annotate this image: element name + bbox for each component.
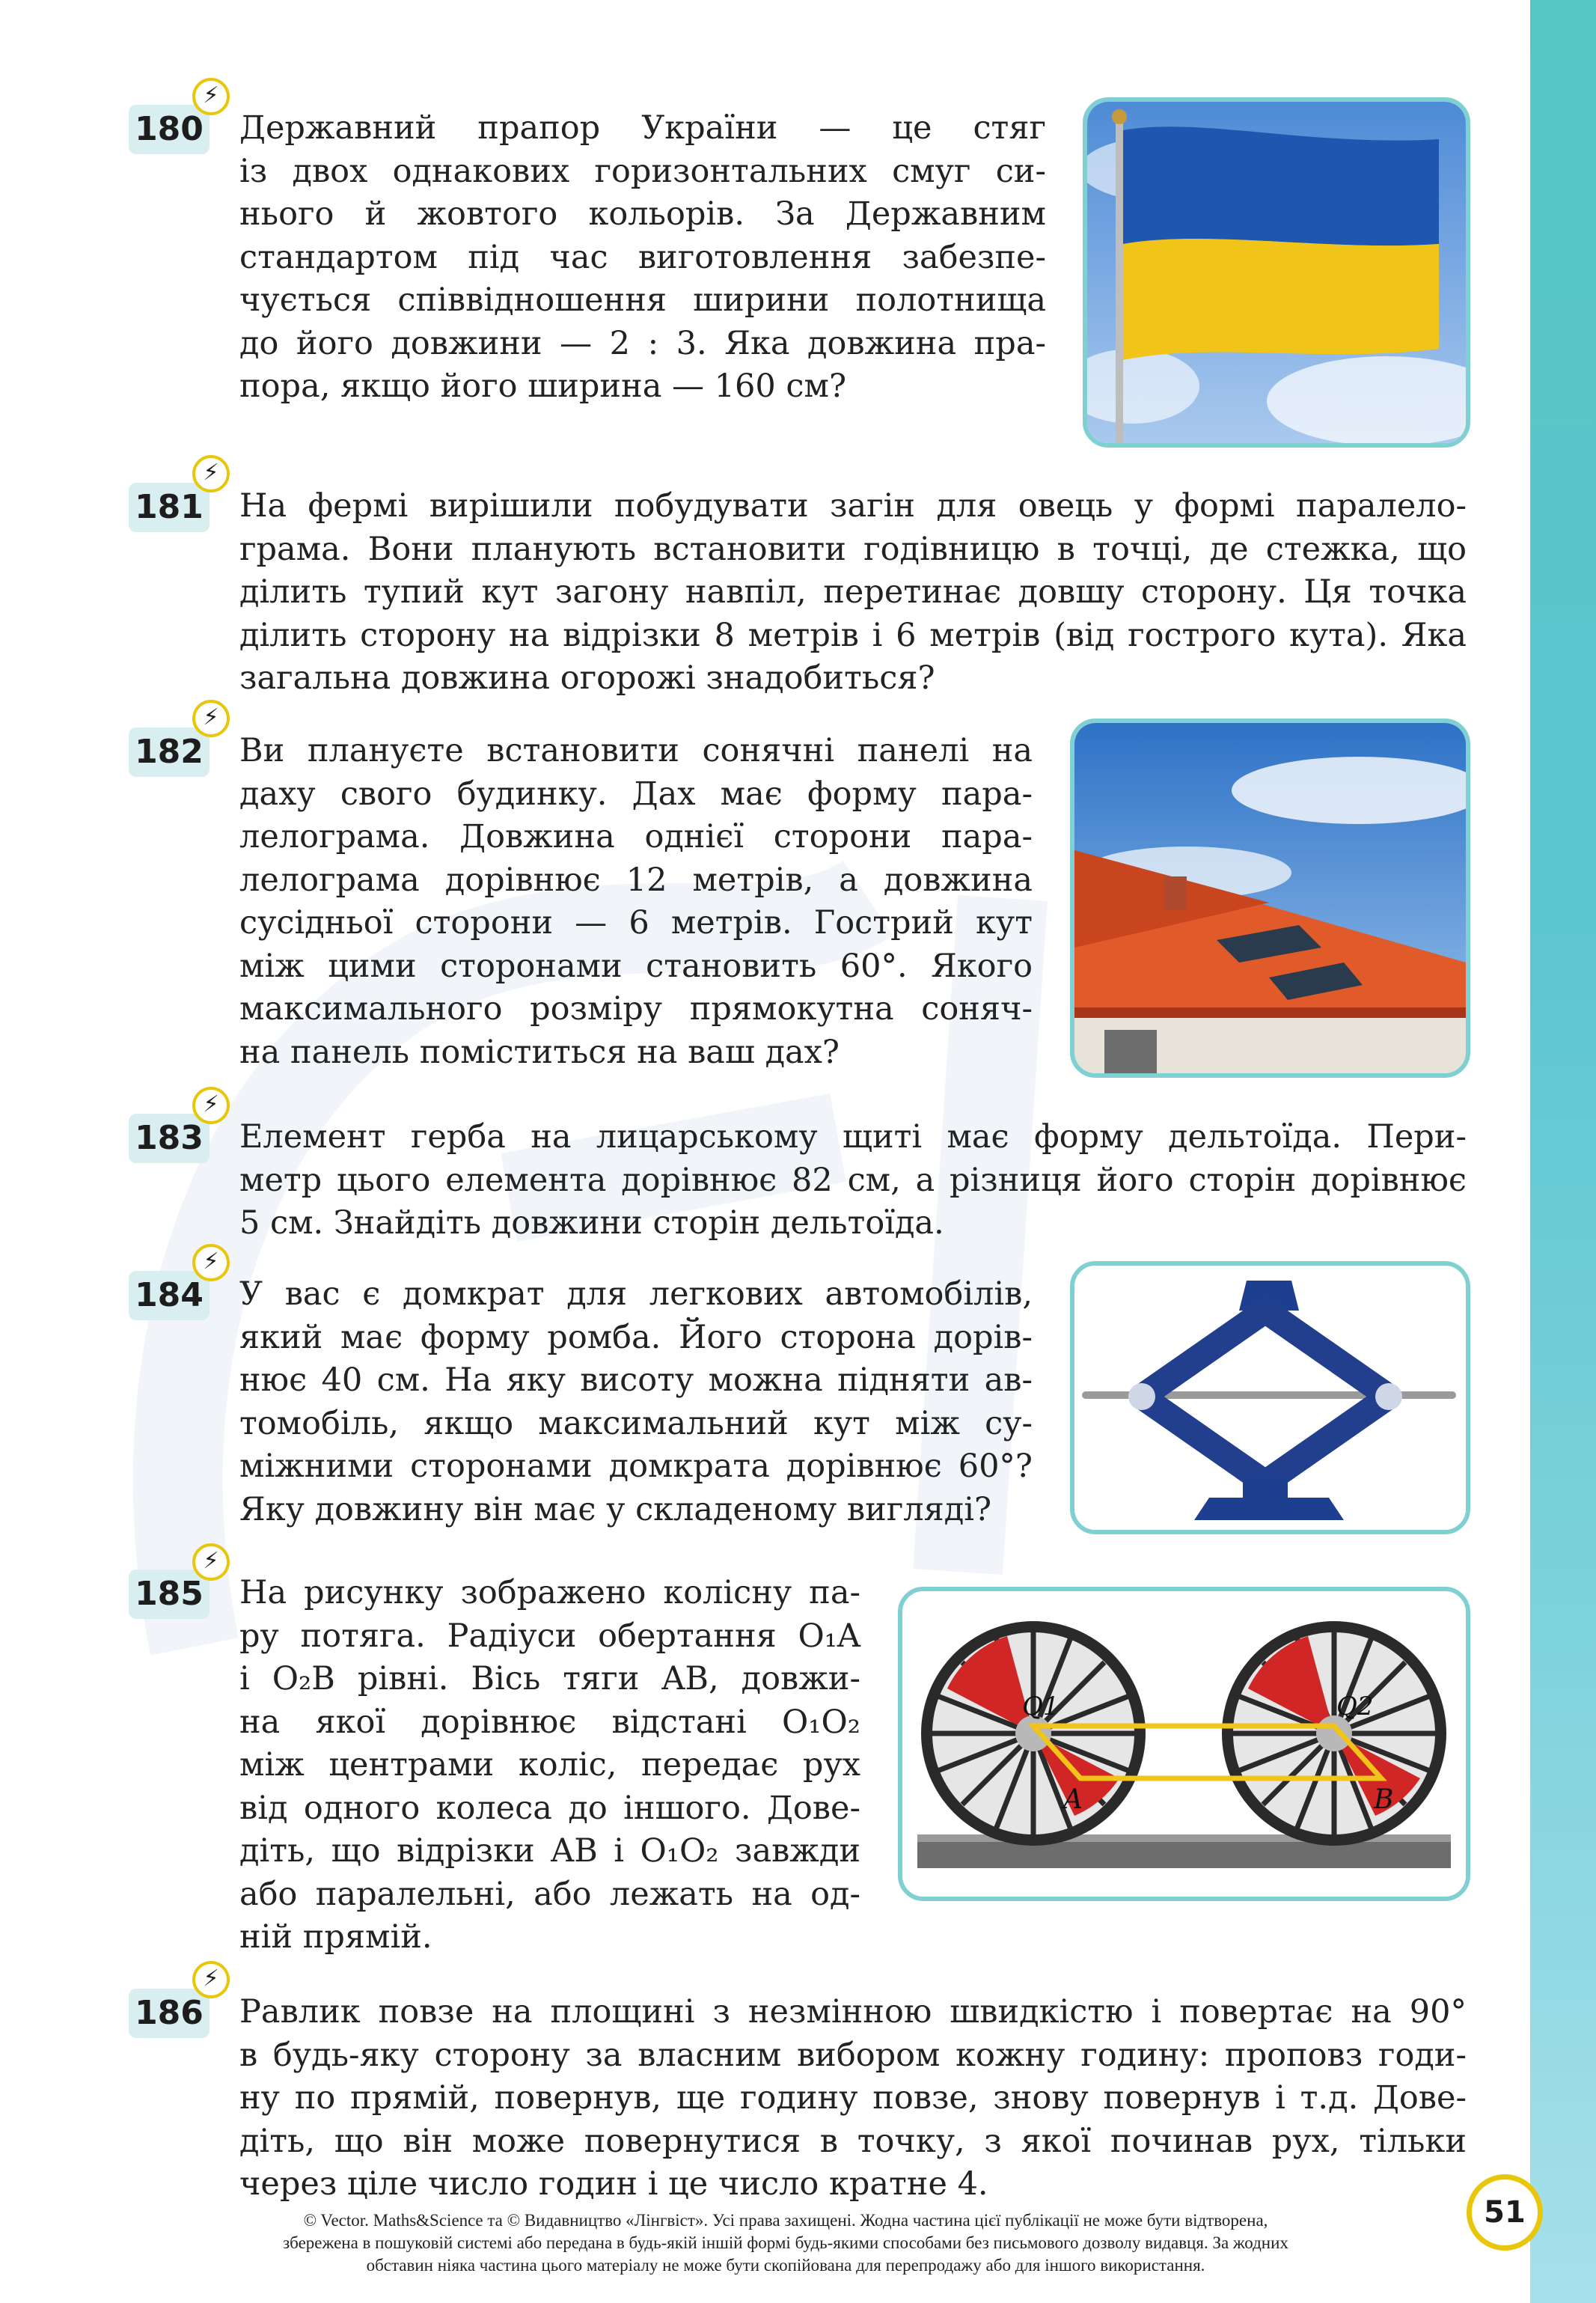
text-line: Равлик повзе на площині з незмінною швидкістю і повертає на 90° <box>239 1993 1467 2031</box>
text-line: Елемент герба на лицарському щиті має форму дельтоїда. Пери- <box>239 1118 1467 1156</box>
text-line: чується співвідношення ширини полотнища <box>239 281 1046 319</box>
lightning-icon: ⚡ <box>192 700 230 737</box>
text-line: На фермі вирішили побудувати загін для овець у формі паралело- <box>239 487 1467 525</box>
text-line: Ви плануєте встановити сонячні панелі на <box>239 732 1033 769</box>
footer-line: обставин ніяка частина цього матеріалу не може бути скопійована для перепродажу або для іншого використання. <box>366 2256 1205 2275</box>
wheels-figure <box>898 1587 1470 1901</box>
text-line: лелограма. Довжина однієї сторони пара- <box>239 818 1033 855</box>
text-line: загальна довжина огорожі знадобиться? <box>239 659 935 697</box>
text-line: діть, що він може повернутися в точку, з якої починав рух, тільки <box>239 2122 1467 2160</box>
text-line: на якої дорівнює відстані O₁O₂ <box>239 1703 860 1741</box>
text-line: томобіль, якщо максимальний кут між су- <box>239 1404 1033 1442</box>
side-color-strip <box>1530 0 1596 2303</box>
problem-number: 181 <box>129 483 210 532</box>
text-line: нює 40 см. На яку висоту можна підняти ав- <box>239 1361 1033 1399</box>
text-line: ділить сторону на відрізки 8 метрів і 6 метрів (від гострого кута). Яка <box>239 616 1467 654</box>
lightning-icon: ⚡ <box>192 1961 230 1998</box>
problem-text <box>239 1116 1467 1245</box>
footer-line: збережена в пошуковій системі або передана в будь-якій іншій формі будь-якими способами без письмового дозволу видавця. За жодних <box>283 2233 1288 2252</box>
text-line: Яку довжину він має у складеному вигляді? <box>239 1490 991 1528</box>
jack-image <box>1070 1261 1470 1534</box>
roof-image <box>1070 719 1470 1078</box>
problem-text <box>239 1991 1467 2206</box>
problem-number: 183 <box>129 1114 210 1163</box>
text-line: грама. Вони планують встановити годівницю в точці, де стежка, що <box>239 530 1467 568</box>
problem-text <box>239 107 1046 409</box>
text-line: ну по прямій, повернув, ще годину повзе, знову повернув і т.д. Дове- <box>239 2079 1467 2117</box>
problem-text <box>239 485 1467 701</box>
text-line: від одного колеса до іншого. Дове- <box>239 1789 860 1827</box>
text-line: нього й жовтого кольорів. За Державним <box>239 195 1046 233</box>
text-line: між цими сторонами становить 60°. Якого <box>239 947 1033 985</box>
text-line: або паралельні, або лежать на од- <box>239 1875 860 1913</box>
text-line: метр цього елемента дорівнює 82 см, а різниця його сторін дорівнює <box>239 1161 1467 1199</box>
label-a: A <box>1063 1784 1083 1815</box>
problem-number: 185 <box>129 1570 210 1619</box>
text-line: ній прямій. <box>239 1918 432 1956</box>
text-line: до його довжини — 2 : 3. Яка довжина пра- <box>239 324 1046 362</box>
label-q2: Q2 <box>1336 1692 1374 1721</box>
text-line: міжними сторонами домкрата дорівнює 60°? <box>239 1448 1033 1485</box>
text-line: 5 см. Знайдіть довжини сторін дельтоїда. <box>239 1204 944 1242</box>
text-line: лелограма дорівнює 12 метрів, а довжина <box>239 861 1033 899</box>
lightning-icon: ⚡ <box>192 455 230 492</box>
copyright-footer <box>82 2209 1489 2277</box>
text-line: який має форму ромба. Його сторона дорів- <box>239 1318 1033 1356</box>
problem-number: 180 <box>129 105 210 154</box>
text-line: із двох однакових горизонтальних смуг си- <box>239 152 1046 190</box>
lightning-icon: ⚡ <box>192 1087 230 1124</box>
text-line: в будь-яку сторону за власним вибором кожну годину: проповз годи- <box>239 2036 1467 2074</box>
lightning-icon: ⚡ <box>192 1244 230 1281</box>
text-line: У вас є домкрат для легкових автомобілів, <box>239 1275 1033 1313</box>
wheels-drawing <box>902 1591 1466 1897</box>
text-line: ру потяга. Радіуси обертання O₁A <box>239 1617 860 1655</box>
flag-image <box>1083 97 1470 448</box>
text-line: стандартом під час виготовлення забезпе- <box>239 238 1046 276</box>
text-line: максимального розміру прямокутна соняч- <box>239 990 1033 1028</box>
problem-number: 182 <box>129 727 210 777</box>
problem-text <box>239 1273 1033 1531</box>
problem-text <box>239 730 1033 1074</box>
text-line: діть, що відрізки AB і O₁O₂ завжди <box>239 1832 860 1870</box>
label-b: B <box>1374 1784 1394 1815</box>
text-line: даху свого будинку. Дах має форму пара- <box>239 775 1033 813</box>
problem-text <box>239 1572 860 1959</box>
text-line: і O₂B рівні. Вісь тяги AB, довжи- <box>239 1660 860 1697</box>
text-line: Державний прапор України — це стяг <box>239 109 1046 147</box>
lightning-icon: ⚡ <box>192 78 230 115</box>
text-line: через ціле число годин і це число кратне 4. <box>239 2165 988 2203</box>
problem-number: 184 <box>129 1271 210 1320</box>
page-number: 51 <box>1467 2174 1543 2251</box>
text-line: ділить тупий кут загону навпіл, перетинає довшу сторону. Ця точка <box>239 573 1467 611</box>
lightning-icon: ⚡ <box>192 1543 230 1581</box>
text-line: сусідньої сторони — 6 метрів. Гострий кут <box>239 904 1033 942</box>
text-line: на панель поміститься на ваш дах? <box>239 1033 840 1071</box>
text-line: На рисунку зображено колісну па- <box>239 1574 860 1611</box>
label-q1: Q1 <box>1022 1692 1060 1721</box>
text-line: пора, якщо його ширина — 160 см? <box>239 367 846 405</box>
problem-number: 186 <box>129 1989 210 2038</box>
text-line: між центрами коліс, передає рух <box>239 1746 860 1784</box>
footer-line: © Vector. Maths&Science та © Видавництво «Лінгвіст». Усі права захищені. Жодна частина цієї публікації не може бути відтворена, <box>303 2211 1268 2230</box>
